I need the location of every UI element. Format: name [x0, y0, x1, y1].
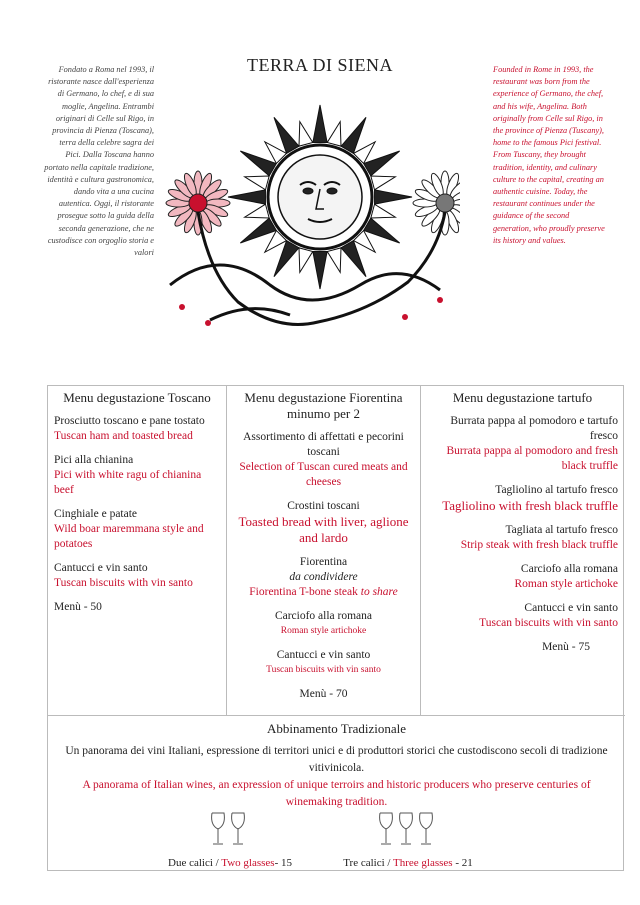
dish-italian: Pici alla chianina — [54, 454, 134, 466]
menu-item — [233, 430, 414, 490]
dish-english-text: Burrata pappa al pomodoro and fresh black truffle — [446, 445, 618, 472]
three-glasses-it: Tre calici / — [343, 857, 394, 869]
dish-italian: Cantucci e vin santo — [54, 562, 148, 574]
menu-price: Menù - 70 — [299, 688, 348, 700]
dish-english — [427, 616, 618, 631]
menu-item — [233, 609, 414, 639]
dish-english — [427, 444, 618, 474]
dish-english-text: Strip steak with fresh black truffle — [460, 539, 618, 551]
dish-english-text: Roman style artichoke — [280, 626, 367, 636]
menu-title: Menu degustazione tartufo — [452, 390, 593, 405]
two-glasses-option — [160, 811, 300, 872]
two-glasses-en: Two glasses — [221, 857, 275, 869]
restaurant-title: TERRA DI SIENA — [247, 55, 393, 75]
dish-italian: Tagliolino al tartufo fresco — [495, 484, 618, 496]
intro-english: Founded in Rome in 1993, the restaurant was born from the experience of Germano, the chef, and his wife, Angelina. Both originally from Celle sul Rigo, in the province of Pienza (Tuscany), home to the famous Pici festival. From Tuscany, they brought tradition, identity, and culinary culture to the capital, creating an authentic cuisine. Today, the restaurant continues under the guidance of the second generation, who proudly preserve its history and values. — [493, 65, 605, 245]
two-glasses-it: Due calici / — [168, 857, 222, 869]
menu-item — [427, 414, 618, 474]
menu-item — [54, 453, 220, 498]
wine-pairing-section — [48, 715, 625, 869]
dish-english — [233, 663, 414, 678]
menu-title: Menu degustazione Fiorentina minumo per 2 — [244, 390, 403, 421]
dish-english-text: Wild boar maremmana style and potatoes — [54, 523, 204, 550]
dish-italian: Carciofo alla romana — [520, 563, 618, 575]
menu-price: Menù - 75 — [542, 641, 590, 653]
pairing-italian: Un panorama dei vini Italiani, espressione di territori unici e di produttori storici che custodiscono secoli di tradizione vitivinicola. — [65, 745, 608, 774]
dish-english-text: Roman style artichoke — [514, 578, 618, 590]
menu-item — [427, 562, 618, 592]
dish-english-text: Tuscan biscuits with vin santo — [54, 577, 193, 589]
pairing-title: Abbinamento Tradizionale — [266, 721, 406, 736]
dish-english — [233, 624, 414, 639]
dish-english — [233, 514, 414, 546]
menu-column-toscano — [48, 386, 227, 715]
dish-italian: Assortimento di affettati e pecorini toscani — [243, 431, 404, 458]
menu-title: Menu degustazione Toscano — [63, 390, 211, 405]
dish-italian: Fiorentina — [299, 556, 348, 568]
three-wine-glasses-icon — [378, 811, 438, 849]
dish-english — [54, 429, 220, 444]
menu-column-tartufo — [421, 386, 624, 715]
three-glasses-price: - 21 — [452, 857, 473, 869]
menu-item — [427, 483, 618, 514]
two-wine-glasses-icon — [210, 811, 250, 849]
menu-price: Menù - 50 — [54, 601, 102, 613]
dish-english — [427, 538, 618, 553]
dish-italian: Cantucci e vin santo — [524, 602, 618, 614]
dish-english-note: to share — [360, 586, 398, 598]
menu-item — [233, 499, 414, 546]
dish-english-text: Tuscan biscuits with vin santo — [266, 665, 381, 675]
dish-english — [233, 460, 414, 490]
two-glasses-price: - 15 — [274, 857, 292, 869]
menu-item — [427, 523, 618, 553]
menu-column-fiorentina — [227, 386, 421, 715]
three-glasses-en: Three glasses — [393, 857, 453, 869]
dish-english — [427, 577, 618, 592]
dish-english — [427, 498, 618, 514]
dish-italian: Tagliata al tartufo fresco — [505, 524, 618, 536]
dish-english — [54, 522, 220, 552]
menu-item — [54, 561, 220, 591]
three-glasses-option — [328, 811, 488, 872]
flower-white-icon — [413, 171, 460, 235]
dish-english-text: Toasted bread with liver, aglione and lardo — [238, 514, 409, 545]
menu-item — [427, 601, 618, 631]
pairing-english: A panorama of Italian wines, an expression of unique terroirs and historic producers who preserve centuries of winemaking tradition. — [82, 779, 591, 808]
dish-english — [233, 585, 414, 600]
dish-english — [54, 576, 220, 591]
dish-english-text: Tuscan ham and toasted bread — [54, 430, 193, 442]
dish-italian: Crostini toscani — [287, 500, 360, 512]
menu-item — [54, 507, 220, 552]
flower-red-icon — [166, 171, 230, 235]
dish-italian: Carciofo alla romana — [274, 610, 373, 622]
sun-icon — [228, 105, 412, 289]
intro-italian: Fondato a Roma nel 1993, il ristorante nasce dall'esperienza di Germano, lo chef, e di sua moglie, Angelina. Entrambi originari di Celle sul Rigo, in provincia di Pienza (Toscana), terra della celebre sagra dei Pici. Dalla Toscana hanno portato nella capitale tradizione, identità e cultura gastronomica, dando vita a una cucina autentica. Oggi, il ristorante prosegue sotto la guida della seconda generazione, che ne custodisce con orgoglio storia e valori — [44, 65, 154, 258]
dish-italian: Prosciutto toscano e pane tostato — [54, 415, 205, 427]
dish-english-text: Selection of Tuscan cured meats and cheeses — [239, 461, 408, 488]
dish-english — [54, 468, 220, 498]
dish-english-text: Tagliolino with fresh black truffle — [442, 498, 618, 513]
menu-item — [233, 555, 414, 600]
menu-item — [54, 414, 220, 444]
dish-italian: Cinghiale e patate — [54, 508, 138, 520]
dish-english-text: Fiorentina T-bone steak — [249, 586, 358, 598]
dish-english-text: Tuscan biscuits with vin santo — [479, 617, 618, 629]
dish-italian: Burrata pappa al pomodoro e tartufo fresco — [450, 415, 618, 442]
menu-item — [233, 648, 414, 678]
dish-italian: Cantucci e vin santo — [276, 649, 371, 661]
dish-italian-note: da condividere — [289, 571, 358, 583]
sun-flowers-illustration — [150, 85, 460, 335]
menu-table — [47, 385, 624, 871]
dish-english-text: Pici with white ragu of chianina beef — [54, 469, 202, 496]
